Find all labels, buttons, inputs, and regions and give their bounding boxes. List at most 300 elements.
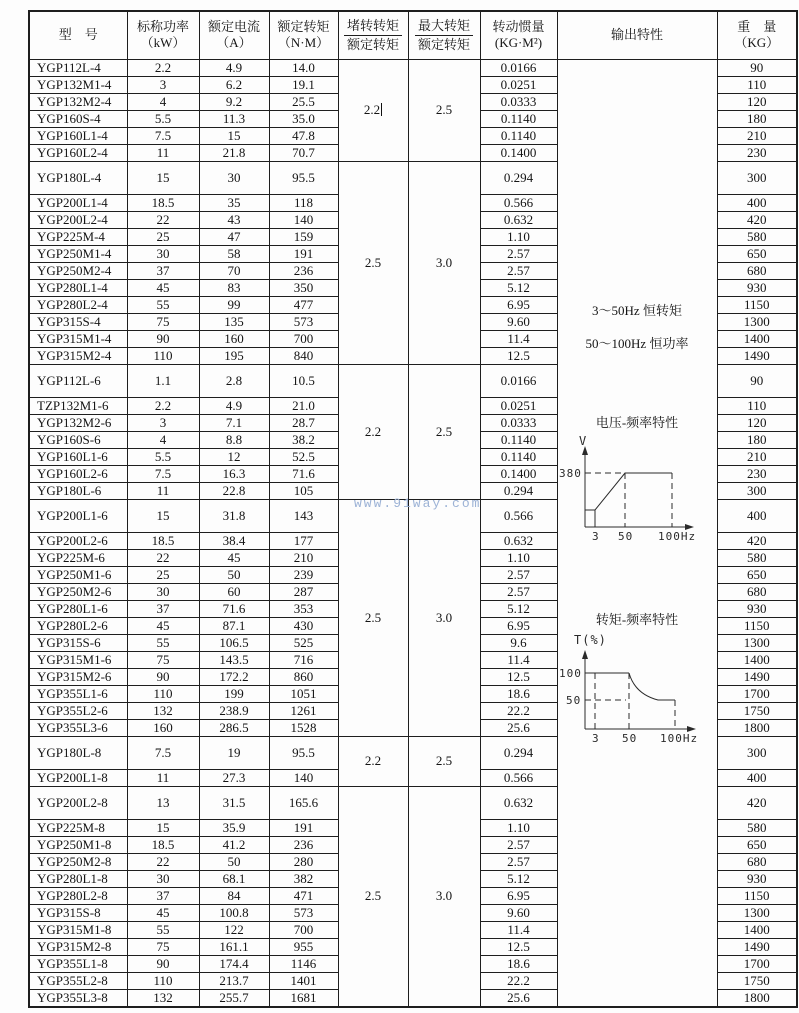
inertia-cell: 0.0333 (480, 93, 557, 110)
inertia-cell: 9.60 (480, 313, 557, 330)
current-cell: 6.2 (199, 76, 269, 93)
current-cell: 58 (199, 245, 269, 262)
weight-cell: 1300 (717, 313, 797, 330)
weight-cell: 230 (717, 144, 797, 161)
inertia-cell: 11.4 (480, 651, 557, 668)
inertia-cell: 0.0333 (480, 414, 557, 431)
model-cell: YGP355L3-6 (29, 719, 127, 736)
inertia-cell: 0.0251 (480, 397, 557, 414)
torque-cell: 28.7 (269, 414, 338, 431)
weight-cell: 400 (717, 769, 797, 786)
torque-cell: 177 (269, 532, 338, 549)
torque-cell: 430 (269, 617, 338, 634)
col-header-power (127, 11, 199, 59)
weight-cell: 180 (717, 110, 797, 127)
power-cell: 22 (127, 211, 199, 228)
inertia-cell: 0.294 (480, 482, 557, 499)
model-cell: YGP200L2-6 (29, 532, 127, 549)
current-cell: 47 (199, 228, 269, 245)
power-cell: 30 (127, 245, 199, 262)
torque-cell: 35.0 (269, 110, 338, 127)
current-cell: 8.8 (199, 431, 269, 448)
inertia-cell: 1.10 (480, 549, 557, 566)
model-cell: YGP315M1-6 (29, 651, 127, 668)
model-cell: YGP160L1-6 (29, 448, 127, 465)
current-cell: 41.2 (199, 836, 269, 853)
weight-cell: 1300 (717, 634, 797, 651)
weight-cell: 930 (717, 870, 797, 887)
model-cell: YGP250M2-4 (29, 262, 127, 279)
max-torque-ratio-cell: 2.5 (408, 736, 480, 786)
inertia-cell: 0.566 (480, 499, 557, 532)
current-cell: 238.9 (199, 702, 269, 719)
col-header-model (29, 11, 127, 59)
inertia-cell: 5.12 (480, 600, 557, 617)
locked-rotor-ratio-cell: 2.2 (338, 736, 408, 786)
power-cell: 4 (127, 431, 199, 448)
inertia-cell: 0.632 (480, 786, 557, 819)
voltage-frequency-chart-title: 电压-频率特性 (595, 414, 679, 430)
current-cell: 9.2 (199, 93, 269, 110)
power-cell: 110 (127, 685, 199, 702)
torque-cell: 191 (269, 245, 338, 262)
col-header-model-label: 型 号 (58, 27, 98, 43)
torque-cell: 350 (269, 279, 338, 296)
weight-cell: 110 (717, 397, 797, 414)
weight-cell: 1300 (717, 904, 797, 921)
power-cell: 15 (127, 161, 199, 194)
current-cell: 45 (199, 549, 269, 566)
torque-cell: 47.8 (269, 127, 338, 144)
output-characteristics-cell (557, 59, 717, 1007)
inertia-cell: 2.57 (480, 566, 557, 583)
col-header-inertia-label: 转动惯量 (492, 19, 545, 34)
torque-cell: 1528 (269, 719, 338, 736)
torque-cell: 840 (269, 347, 338, 364)
weight-cell: 110 (717, 76, 797, 93)
current-cell: 161.1 (199, 938, 269, 955)
torque-cell: 52.5 (269, 448, 338, 465)
torque-cell: 95.5 (269, 161, 338, 194)
torque-cell: 700 (269, 330, 338, 347)
power-cell: 5.5 (127, 448, 199, 465)
current-cell: 99 (199, 296, 269, 313)
power-cell: 132 (127, 989, 199, 1007)
y-tick-380: 380 (558, 466, 582, 480)
inertia-cell: 1.10 (480, 819, 557, 836)
current-cell: 213.7 (199, 972, 269, 989)
model-cell: YGP132M2-6 (29, 414, 127, 431)
weight-cell: 1490 (717, 938, 797, 955)
power-cell: 30 (127, 583, 199, 600)
y-axis-label: T(%) (573, 632, 607, 647)
current-cell: 43 (199, 211, 269, 228)
weight-cell: 90 (717, 59, 797, 76)
power-cell: 7.5 (127, 127, 199, 144)
model-cell: YGP315M1-4 (29, 330, 127, 347)
power-cell: 2.2 (127, 397, 199, 414)
x-tick-3: 3 (591, 529, 600, 542)
weight-cell: 300 (717, 482, 797, 499)
model-cell: YGP280L2-4 (29, 296, 127, 313)
locked-rotor-ratio-cell: 2.5 (338, 499, 408, 736)
power-cell: 37 (127, 600, 199, 617)
torque-cell: 382 (269, 870, 338, 887)
model-cell: YGP315M2-6 (29, 668, 127, 685)
power-cell: 55 (127, 634, 199, 651)
power-cell: 75 (127, 938, 199, 955)
model-cell: YGP132M1-4 (29, 76, 127, 93)
torque-cell: 159 (269, 228, 338, 245)
model-cell: YGP200L1-8 (29, 769, 127, 786)
weight-cell: 210 (717, 448, 797, 465)
model-cell: YGP355L1-6 (29, 685, 127, 702)
inertia-cell: 18.6 (480, 685, 557, 702)
inertia-cell: 0.0166 (480, 364, 557, 397)
model-cell: YGP112L-6 (29, 364, 127, 397)
model-cell: YGP355L2-6 (29, 702, 127, 719)
current-cell: 68.1 (199, 870, 269, 887)
weight-cell: 400 (717, 194, 797, 211)
inertia-cell: 0.1140 (480, 448, 557, 465)
inertia-cell: 6.95 (480, 887, 557, 904)
watermark: www.91way.com (354, 496, 482, 511)
torque-cell: 118 (269, 194, 338, 211)
inertia-cell: 0.1400 (480, 465, 557, 482)
current-cell: 50 (199, 566, 269, 583)
current-cell: 2.8 (199, 364, 269, 397)
torque-cell: 716 (269, 651, 338, 668)
weight-cell: 1400 (717, 330, 797, 347)
weight-cell: 90 (717, 364, 797, 397)
model-cell: YGP280L2-6 (29, 617, 127, 634)
torque-cell: 700 (269, 921, 338, 938)
spec-row (29, 59, 797, 76)
inertia-cell: 12.5 (480, 668, 557, 685)
inertia-cell: 0.1140 (480, 110, 557, 127)
output-note-constant-torque: 3～50Hz 恒转矩 (592, 302, 682, 318)
inertia-cell: 1.10 (480, 228, 557, 245)
power-cell: 90 (127, 955, 199, 972)
inertia-cell: 25.6 (480, 989, 557, 1007)
torque-cell: 71.6 (269, 465, 338, 482)
col-header-current-label: 额定电流 (207, 19, 260, 34)
power-cell: 25 (127, 566, 199, 583)
y-tick-100: 100 (558, 666, 582, 680)
power-cell: 22 (127, 853, 199, 870)
inertia-cell: 5.12 (480, 279, 557, 296)
model-cell: YGP180L-6 (29, 482, 127, 499)
current-cell: 135 (199, 313, 269, 330)
power-cell: 75 (127, 313, 199, 330)
model-cell: YGP132M2-4 (29, 93, 127, 110)
inertia-cell: 0.294 (480, 736, 557, 769)
col-header-max-torque-ratio (408, 11, 480, 59)
weight-cell: 680 (717, 262, 797, 279)
torque-cell: 165.6 (269, 786, 338, 819)
torque-cell: 287 (269, 583, 338, 600)
model-cell: YGP225M-8 (29, 819, 127, 836)
power-cell: 45 (127, 904, 199, 921)
power-cell: 75 (127, 651, 199, 668)
header-row (29, 11, 797, 59)
inertia-cell: 0.566 (480, 769, 557, 786)
model-cell: YGP315S-4 (29, 313, 127, 330)
col-header-inertia-unit: (KG·M²) (494, 35, 543, 51)
inertia-cell: 0.294 (480, 161, 557, 194)
locked-ratio-numerator: 堵转转矩 (344, 18, 402, 36)
weight-cell: 1490 (717, 347, 797, 364)
model-cell: YGP200L1-6 (29, 499, 127, 532)
power-cell: 37 (127, 887, 199, 904)
weight-cell: 300 (717, 736, 797, 769)
current-cell: 70 (199, 262, 269, 279)
y-axis-label: V (578, 433, 587, 448)
current-cell: 35 (199, 194, 269, 211)
col-header-locked-rotor-ratio (338, 11, 408, 59)
weight-cell: 650 (717, 836, 797, 853)
current-cell: 22.8 (199, 482, 269, 499)
power-cell: 15 (127, 499, 199, 532)
torque-cell: 236 (269, 262, 338, 279)
col-header-current (199, 11, 269, 59)
torque-cell: 210 (269, 549, 338, 566)
torque-cell: 140 (269, 211, 338, 228)
weight-cell: 300 (717, 161, 797, 194)
model-cell: YGP315S-8 (29, 904, 127, 921)
model-cell: YGP280L2-8 (29, 887, 127, 904)
torque-cell: 573 (269, 904, 338, 921)
power-cell: 160 (127, 719, 199, 736)
torque-cell: 19.1 (269, 76, 338, 93)
current-cell: 71.6 (199, 600, 269, 617)
model-cell: YGP250M1-4 (29, 245, 127, 262)
inertia-cell: 5.12 (480, 870, 557, 887)
current-cell: 83 (199, 279, 269, 296)
model-cell: YGP355L3-8 (29, 989, 127, 1007)
torque-cell: 860 (269, 668, 338, 685)
current-cell: 35.9 (199, 819, 269, 836)
text-cursor (381, 103, 382, 116)
power-cell: 37 (127, 262, 199, 279)
torque-cell: 525 (269, 634, 338, 651)
weight-cell: 210 (717, 127, 797, 144)
weight-cell: 580 (717, 549, 797, 566)
current-cell: 50 (199, 853, 269, 870)
current-cell: 195 (199, 347, 269, 364)
model-cell: YGP315M2-4 (29, 347, 127, 364)
model-cell: YGP280L1-4 (29, 279, 127, 296)
weight-cell: 1150 (717, 296, 797, 313)
power-cell: 18.5 (127, 194, 199, 211)
torque-cell: 239 (269, 566, 338, 583)
weight-cell: 580 (717, 819, 797, 836)
power-cell: 13 (127, 786, 199, 819)
model-cell: YGP250M1-8 (29, 836, 127, 853)
current-cell: 87.1 (199, 617, 269, 634)
power-cell: 7.5 (127, 736, 199, 769)
torque-curve (629, 673, 675, 700)
power-cell: 55 (127, 296, 199, 313)
model-cell: YGP280L1-6 (29, 600, 127, 617)
torque-cell: 236 (269, 836, 338, 853)
voltage-curve (585, 473, 672, 510)
weight-cell: 1800 (717, 989, 797, 1007)
current-cell: 60 (199, 583, 269, 600)
current-cell: 122 (199, 921, 269, 938)
weight-cell: 120 (717, 414, 797, 431)
torque-cell: 14.0 (269, 59, 338, 76)
power-cell: 7.5 (127, 465, 199, 482)
x-tick-100hz: 100Hz (659, 731, 698, 745)
power-cell: 11 (127, 482, 199, 499)
torque-cell: 191 (269, 819, 338, 836)
model-cell: YGP180L-4 (29, 161, 127, 194)
current-cell: 255.7 (199, 989, 269, 1007)
locked-rotor-ratio-cell: 2.5 (338, 786, 408, 1007)
x-tick-3: 3 (591, 731, 600, 745)
weight-cell: 650 (717, 566, 797, 583)
current-cell: 4.9 (199, 59, 269, 76)
torque-cell: 477 (269, 296, 338, 313)
inertia-cell: 9.60 (480, 904, 557, 921)
power-cell: 4 (127, 93, 199, 110)
inertia-cell: 18.6 (480, 955, 557, 972)
locked-rotor-ratio-cell: 2.2 (338, 364, 408, 499)
locked-rotor-ratio-cell: 2.5 (338, 161, 408, 364)
x-tick-50: 50 (617, 529, 633, 542)
torque-frequency-chart (558, 630, 708, 746)
model-cell: YGP355L1-8 (29, 955, 127, 972)
torque-frequency-chart-title: 转矩-频率特性 (595, 611, 679, 627)
inertia-cell: 0.566 (480, 194, 557, 211)
inertia-cell: 2.57 (480, 836, 557, 853)
torque-cell: 1146 (269, 955, 338, 972)
torque-cell: 1051 (269, 685, 338, 702)
col-header-torque-unit: （N·M） (277, 35, 330, 51)
col-header-current-unit: （A） (216, 35, 252, 51)
locked-rotor-ratio-cell: 2.2 (338, 59, 408, 161)
voltage-frequency-chart (558, 428, 708, 542)
weight-cell: 680 (717, 853, 797, 870)
weight-cell: 180 (717, 431, 797, 448)
locked-ratio-denominator: 额定转矩 (346, 36, 399, 52)
model-cell: YGP225M-4 (29, 228, 127, 245)
torque-cell: 95.5 (269, 736, 338, 769)
power-cell: 30 (127, 870, 199, 887)
weight-cell: 1400 (717, 921, 797, 938)
model-cell: YGP180L-8 (29, 736, 127, 769)
inertia-cell: 25.6 (480, 719, 557, 736)
torque-cell: 471 (269, 887, 338, 904)
max-torque-ratio-cell: 3.0 (408, 786, 480, 1007)
current-cell: 172.2 (199, 668, 269, 685)
inertia-cell: 2.57 (480, 853, 557, 870)
current-cell: 16.3 (199, 465, 269, 482)
model-cell: YGP200L2-4 (29, 211, 127, 228)
torque-cell: 573 (269, 313, 338, 330)
model-cell: YGP315M2-8 (29, 938, 127, 955)
torque-cell: 1261 (269, 702, 338, 719)
model-cell: YGP112L-4 (29, 59, 127, 76)
current-cell: 143.5 (199, 651, 269, 668)
power-cell: 5.5 (127, 110, 199, 127)
power-cell: 2.2 (127, 59, 199, 76)
y-tick-50: 50 (565, 693, 581, 707)
weight-cell: 1700 (717, 955, 797, 972)
weight-cell: 580 (717, 228, 797, 245)
weight-cell: 420 (717, 211, 797, 228)
inertia-cell: 6.95 (480, 617, 557, 634)
weight-cell: 1400 (717, 651, 797, 668)
weight-cell: 930 (717, 600, 797, 617)
weight-cell: 1750 (717, 972, 797, 989)
max-torque-ratio-cell: 3.0 (408, 499, 480, 736)
inertia-cell: 11.4 (480, 330, 557, 347)
weight-cell: 420 (717, 532, 797, 549)
output-note-constant-power: 50～100Hz 恒功率 (585, 335, 689, 351)
col-header-power-label: 标称功率 (136, 19, 189, 34)
col-header-inertia (480, 11, 557, 59)
power-cell: 3 (127, 414, 199, 431)
current-cell: 27.3 (199, 769, 269, 786)
col-header-torque (269, 11, 338, 59)
model-cell: YGP160S-4 (29, 110, 127, 127)
inertia-cell: 0.1400 (480, 144, 557, 161)
model-cell: YGP280L1-8 (29, 870, 127, 887)
current-cell: 160 (199, 330, 269, 347)
model-cell: YGP355L2-8 (29, 972, 127, 989)
torque-cell: 70.7 (269, 144, 338, 161)
model-cell: YGP160L1-4 (29, 127, 127, 144)
inertia-cell: 2.57 (480, 262, 557, 279)
model-cell: YGP250M1-6 (29, 566, 127, 583)
inertia-cell: 2.57 (480, 583, 557, 600)
power-cell: 90 (127, 330, 199, 347)
power-cell: 25 (127, 228, 199, 245)
inertia-cell: 22.2 (480, 702, 557, 719)
power-cell: 132 (127, 702, 199, 719)
current-cell: 174.4 (199, 955, 269, 972)
current-cell: 12 (199, 448, 269, 465)
torque-cell: 353 (269, 600, 338, 617)
power-cell: 11 (127, 144, 199, 161)
power-cell: 1.1 (127, 364, 199, 397)
current-cell: 106.5 (199, 634, 269, 651)
current-cell: 19 (199, 736, 269, 769)
weight-cell: 1150 (717, 887, 797, 904)
x-tick-50: 50 (621, 731, 637, 745)
power-cell: 11 (127, 769, 199, 786)
inertia-cell: 12.5 (480, 347, 557, 364)
col-header-torque-label: 额定转矩 (277, 19, 330, 34)
power-cell: 15 (127, 819, 199, 836)
model-cell: YGP200L2-8 (29, 786, 127, 819)
torque-cell: 140 (269, 769, 338, 786)
max-ratio-numerator: 最大转矩 (415, 18, 473, 36)
col-header-power-unit: （kW） (140, 35, 186, 51)
current-cell: 38.4 (199, 532, 269, 549)
torque-cell: 1681 (269, 989, 338, 1007)
weight-cell: 1700 (717, 685, 797, 702)
inertia-cell: 0.1140 (480, 127, 557, 144)
torque-cell: 105 (269, 482, 338, 499)
current-cell: 84 (199, 887, 269, 904)
current-cell: 4.9 (199, 397, 269, 414)
power-cell: 45 (127, 617, 199, 634)
max-torque-ratio-cell: 2.5 (408, 59, 480, 161)
torque-cell: 143 (269, 499, 338, 532)
